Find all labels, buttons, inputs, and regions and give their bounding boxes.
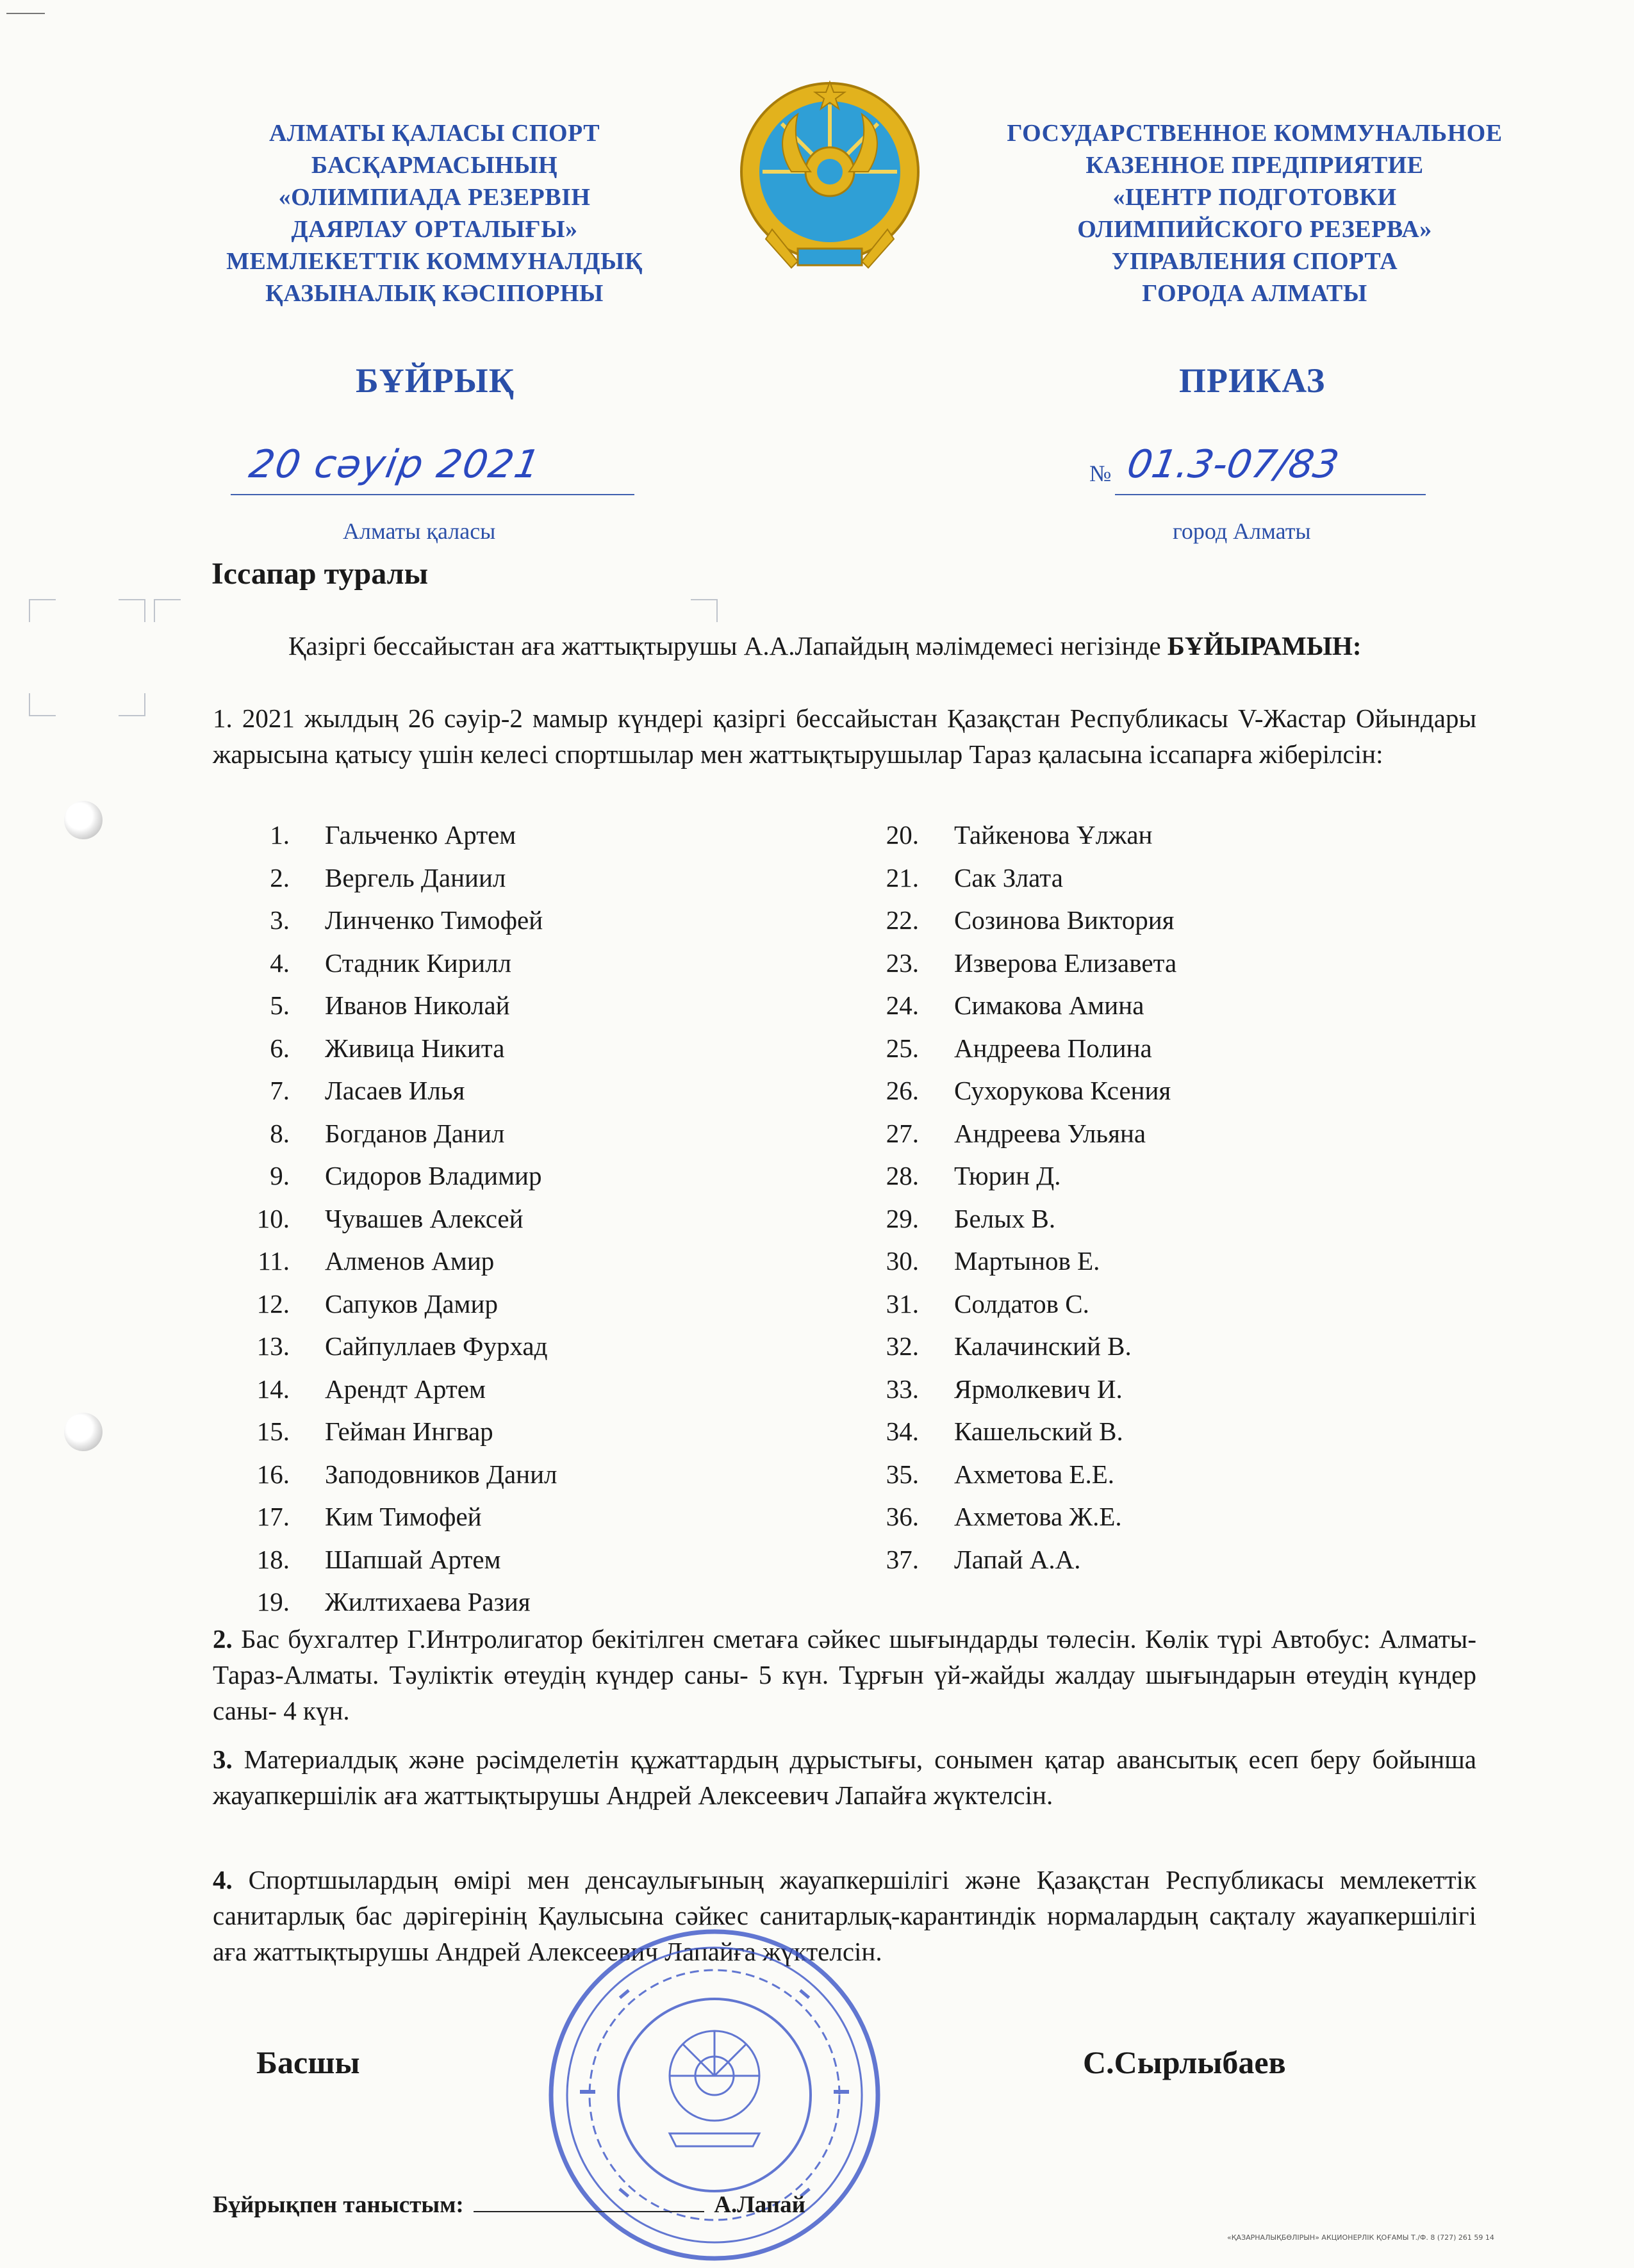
list-item (213, 1069, 557, 1112)
list-item-number: 27. (886, 1118, 919, 1148)
list-item-number: 1. (270, 820, 290, 850)
list-item-number: 33. (886, 1374, 919, 1404)
city-kz: Алматы қаласы (343, 518, 496, 544)
list-item-number: 35. (886, 1459, 919, 1489)
printer-footer: «ҚАЗАРНАЛЫҚБӨЛІРЫН» АКЦИОНЕРЛІК ҚОҒАМЫ Т./Ф. 8 (727) 261 59 14 (1227, 2233, 1494, 2242)
list-item-name: Гейман Ингвар (325, 1417, 493, 1446)
acknowledgement-line (213, 2191, 805, 2219)
list-item-number: 31. (886, 1288, 919, 1319)
list-item-number: 34. (886, 1417, 919, 1446)
list-item-name: Сапуков Дамир (325, 1288, 498, 1319)
list-item (213, 1325, 557, 1368)
list-item (842, 1410, 1176, 1453)
list-item-name: Живица Никита (325, 1033, 505, 1063)
list-item-name: Жилтихаева Разия (325, 1587, 531, 1616)
scan-corner-mark (119, 599, 145, 622)
paragraph-number: 2. (213, 1624, 233, 1654)
acknowledgement-label: Бұйрықпен таныстым: (213, 2192, 464, 2218)
list-item-name: Ласаев Илья (325, 1076, 465, 1105)
list-item (842, 1240, 1176, 1283)
list-item-number: 12. (256, 1288, 290, 1319)
list-item-name: Белых В. (954, 1203, 1056, 1233)
intro-directive: БҰЙЫРАМЫН: (1167, 631, 1362, 661)
order-title-ru: ПРИКАЗ (1179, 361, 1326, 400)
list-item-name: Стадник Кирилл (325, 948, 511, 978)
list-item (842, 1027, 1176, 1070)
header-right-line: ГОСУДАРСТВЕННОЕ КОММУНАЛЬНОЕ (1007, 120, 1503, 147)
list-item-number: 30. (886, 1246, 919, 1276)
header-left-line: ДАЯРЛАУ ОРТАЛЫҒЫ» (291, 216, 578, 243)
list-item-name: Ахметова Е.Е. (954, 1459, 1114, 1489)
paragraph-1: 1. 2021 жылдың 26 сәуір-2 мамыр күндері қазіргі бессайыстан Қазақстан Республикасы V-Жастар Ойындары жарысына қатысу үшін келесі спортшылар мен жаттықтырушылар Тараз қаласына іссапарға жіберілсін: (213, 703, 1476, 769)
paragraph-3 (213, 1741, 1476, 1813)
list-item (213, 1197, 557, 1240)
order-number-handwritten: 01.3-07/83 (1123, 442, 1342, 487)
list-item-number: 3. (270, 905, 290, 935)
scan-mark (6, 13, 45, 14)
list-item-name: Андреева Полина (954, 1033, 1152, 1063)
scan-corner-mark (119, 693, 145, 716)
list-item-number: 14. (256, 1374, 290, 1404)
list-item-name: Тайкенова Ұлжан (954, 820, 1153, 850)
list-item-name: Богданов Данил (325, 1118, 505, 1148)
list-item (213, 1538, 557, 1581)
header-right-line: ГОРОДА АЛМАТЫ (1142, 280, 1367, 307)
list-item (842, 1495, 1176, 1538)
list-item (842, 857, 1176, 900)
paragraph-text: Бас бухгалтер Г.Интролигатор бекітілген сметаға сәйкес шығындарды төлесін. Көлік түрі Автобус: Алматы-Тараз-Алматы. Тәуліктік өтеудің күндер саны- 5 күн. Тұрғын үй-жайды жалдау шығындарын өтеудің күндер саны- 4 күн. (213, 1624, 1477, 1725)
list-item (842, 1325, 1176, 1368)
list-item (213, 1155, 557, 1197)
list-item-name: Алменов Амир (325, 1246, 495, 1276)
list-item-number: 20. (886, 820, 919, 850)
list-item (842, 1368, 1176, 1411)
list-item-number: 11. (258, 1246, 290, 1276)
list-item-number: 29. (886, 1203, 919, 1233)
paragraph-text: Материалдық және рәсімделетін құжаттардың дұрыстығы, сонымен қатар авансытық есеп беру бойынша жауапкершілік аға жаттықтырушы Андрей Алексеевич Лапайға жүктелсін. (213, 1745, 1477, 1810)
list-item (213, 1368, 557, 1411)
list-item-name: Линченко Тимофей (325, 905, 543, 935)
list-item-number: 10. (256, 1203, 290, 1233)
list-item-name: Тюрин Д. (954, 1161, 1061, 1190)
list-item-name: Ким Тимофей (325, 1502, 482, 1531)
header-right-org (973, 117, 1537, 309)
header-right-line: КАЗЕННОЕ ПРЕДПРИЯТИЕ (1085, 152, 1424, 179)
list-item-name: Сак Злата (954, 862, 1063, 892)
list-item (213, 1240, 557, 1283)
list-item-name: Калачинский В. (954, 1331, 1132, 1361)
list-item-number: 4. (270, 948, 290, 978)
list-item-name: Лапай А.А. (954, 1544, 1081, 1574)
list-item-number: 9. (270, 1161, 290, 1190)
list-item (213, 984, 557, 1027)
list-item-number: 6. (270, 1033, 290, 1063)
list-item-name: Симакова Амина (954, 990, 1144, 1020)
list-item-name: Сухорукова Ксения (954, 1076, 1171, 1105)
list-item-number: 32. (886, 1331, 919, 1361)
list-item (842, 899, 1176, 942)
intro-text: Қазіргі бессайыстан аға жаттықтырушы А.А.Лапайдың мәлімдемесі негізінде (288, 631, 1161, 661)
list-item-number: 16. (256, 1459, 290, 1489)
list-item-number: 23. (886, 948, 919, 978)
list-item-number: 18. (256, 1544, 290, 1574)
city-ru: город Алматы (1173, 518, 1311, 544)
list-item-name: Чувашев Алексей (325, 1203, 524, 1233)
list-item (213, 1283, 557, 1326)
list-item-name: Арендт Артем (325, 1374, 486, 1404)
list-item-number: 8. (270, 1118, 290, 1148)
list-item (213, 1410, 557, 1453)
scan-corner-mark (29, 693, 56, 716)
list-item (213, 1027, 557, 1070)
list-item (213, 1495, 557, 1538)
header-right-line: ОЛИМПИЙСКОГО РЕЗЕРВА» (1077, 216, 1432, 243)
state-emblem-icon (727, 76, 932, 281)
list-item-number: 21. (886, 862, 919, 892)
participants-list-left (213, 814, 557, 1623)
paragraph-text: Спортшылардың өмірі мен денсаулығының жауапкершілігі және Қазақстан Республикасы мемлекеттік санитарлық бас дәрігерінің Қаулысына сәйкес санитарлық-карантиндік нормалардың сақталу жауапкершілігі аға жаттықтырушы Андрей Алексеевич Лапайға жүктелсін. (213, 1865, 1476, 1966)
signatory-name: С.Сырлыбаев (1083, 2044, 1286, 2080)
list-item-number: 24. (886, 990, 919, 1020)
list-item-number: 25. (886, 1033, 919, 1063)
header-right-line: «ЦЕНТР ПОДГОТОВКИ (1112, 184, 1397, 211)
list-item (213, 857, 557, 900)
list-item (213, 1112, 557, 1155)
list-item (213, 1453, 557, 1496)
order-number-label: № (1089, 461, 1112, 486)
list-item-number: 19. (256, 1587, 290, 1616)
scan-corner-mark (154, 599, 181, 622)
participants-list-right (842, 814, 1176, 1581)
list-item (842, 1538, 1176, 1581)
list-item (842, 1283, 1176, 1326)
list-item-name: Ахметова Ж.Е. (954, 1502, 1122, 1531)
punch-hole (64, 801, 103, 839)
header-left-line: БАСҚАРМАСЫНЫҢ (311, 152, 558, 179)
list-item-name: Вергель Даниил (325, 862, 506, 892)
list-item (213, 1581, 557, 1623)
list-item (842, 1155, 1176, 1197)
list-item-name: Сидоров Владимир (325, 1161, 542, 1190)
order-date-handwritten: 20 сәуір 2021 (245, 442, 545, 487)
list-item (842, 984, 1176, 1027)
list-item-name: Кашельский В. (954, 1417, 1123, 1446)
list-item (842, 814, 1176, 857)
list-item-name: Шапшай Артем (325, 1544, 501, 1574)
list-item (842, 1069, 1176, 1112)
list-item-number: 28. (886, 1161, 919, 1190)
header-right-line: УПРАВЛЕНИЯ СПОРТА (1111, 248, 1398, 275)
list-item (842, 1197, 1176, 1240)
list-item (842, 1112, 1176, 1155)
list-item-name: Изверова Елизавета (954, 948, 1177, 978)
list-item-name: Сайпуллаев Фурхад (325, 1331, 548, 1361)
list-item-number: 5. (270, 990, 290, 1020)
header-left-line: «ОЛИМПИАДА РЕЗЕРВІН (278, 184, 591, 211)
list-item-name: Андреева Ульяна (954, 1118, 1146, 1148)
order-title-kz: БҰЙРЫҚ (356, 361, 515, 400)
acknowledgement-underline (474, 2192, 704, 2212)
paragraph-2 (213, 1621, 1476, 1729)
acknowledgement-name: А.Лапай (714, 2192, 805, 2218)
header-left-org (153, 117, 716, 309)
list-item-number: 37. (886, 1544, 919, 1574)
list-item-number: 17. (256, 1502, 290, 1531)
list-item-name: Заподовников Данил (325, 1459, 557, 1489)
header-left-line: АЛМАТЫ ҚАЛАСЫ СПОРТ (268, 120, 600, 147)
list-item-name: Солдатов С. (954, 1288, 1089, 1319)
list-item-name: Созинова Виктория (954, 905, 1175, 935)
signatory-role: Басшы (256, 2044, 360, 2080)
list-item-number: 15. (256, 1417, 290, 1446)
list-item (213, 814, 557, 857)
list-item-number: 2. (270, 862, 290, 892)
list-item-name: Гальченко Артем (325, 820, 516, 850)
paragraph-number: 3. (213, 1745, 233, 1774)
header-left-line: МЕМЛЕКЕТТІК КОММУНАЛДЫҚ (226, 248, 643, 275)
list-item-number: 7. (270, 1076, 290, 1105)
list-item (213, 942, 557, 985)
paragraph-number: 4. (213, 1865, 233, 1894)
punch-hole (64, 1413, 103, 1451)
scan-corner-mark (691, 599, 718, 622)
header-left-line: ҚАЗЫНАЛЫҚ КӘСІПОРНЫ (265, 280, 604, 307)
order-subject: Іссапар туралы (211, 557, 429, 591)
list-item-number: 22. (886, 905, 919, 935)
scan-corner-mark (29, 599, 56, 622)
list-item (842, 942, 1176, 985)
list-item (213, 899, 557, 942)
list-item-number: 26. (886, 1076, 919, 1105)
list-item (842, 1453, 1176, 1496)
list-item-name: Мартынов Е. (954, 1246, 1100, 1276)
list-item-number: 36. (886, 1502, 919, 1531)
list-item-number: 13. (256, 1331, 290, 1361)
intro-paragraph (213, 628, 1476, 664)
list-item-name: Иванов Николай (325, 990, 510, 1020)
list-item-name: Ярмолкевич И. (954, 1374, 1123, 1404)
